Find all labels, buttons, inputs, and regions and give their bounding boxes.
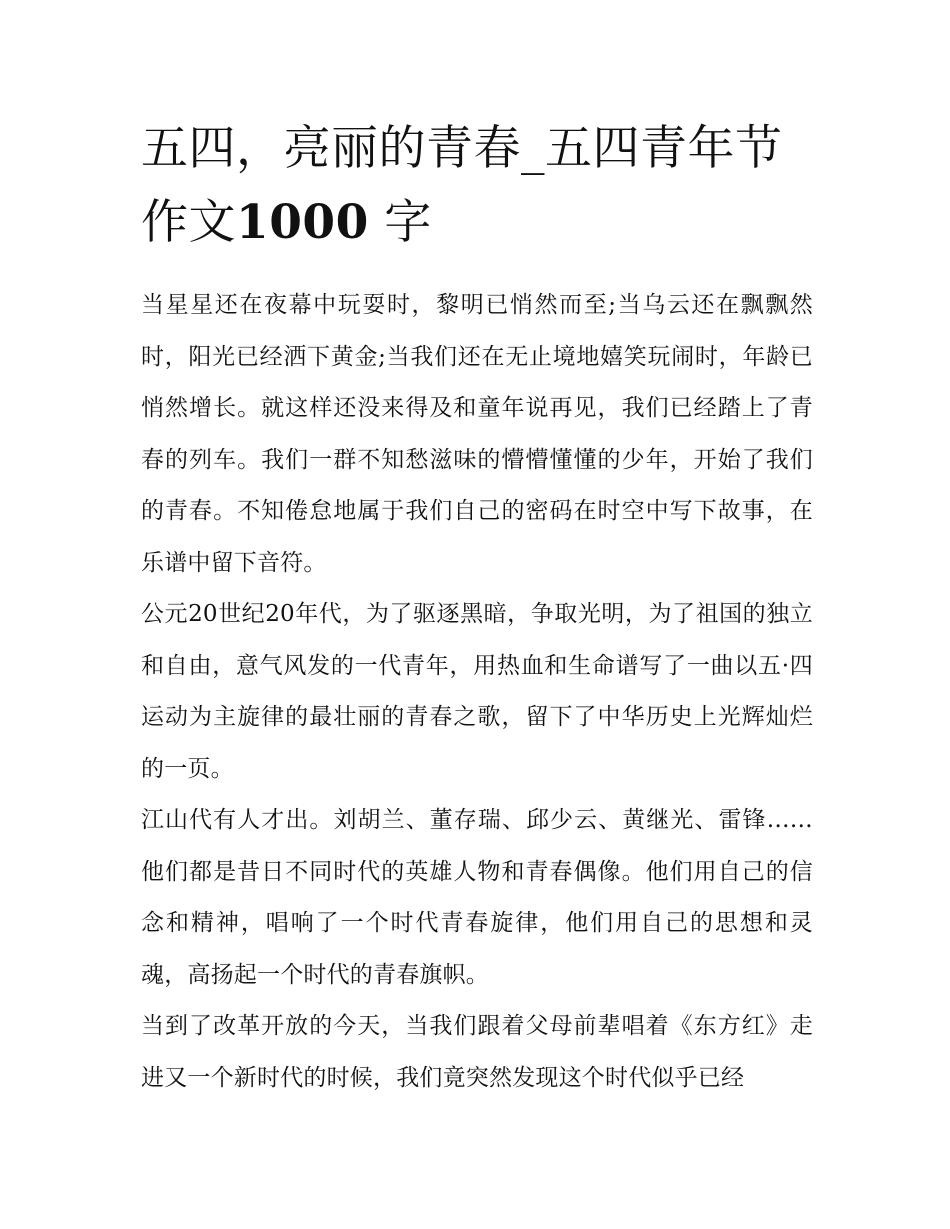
paragraph-3: 江山代有人才出。刘胡兰、董存瑞、邱少云、黄继光、雷锋……他们都是昔日不同时代的英雄人物和青春偶像。他们用自己的信念和精神，唱响了一个时代青春旋律，他们用自己的思想和灵魂，高扬起一个时代的青春旗帜。: [141, 807, 813, 988]
title-text: 五四，亮丽的青春_五四青年节作文: [141, 121, 783, 250]
title-suffix: 字: [368, 195, 432, 250]
paragraph-1: 当星星还在夜幕中玩耍时，黎明已悄然而至;当乌云还在飘飘然时，阳光已经洒下黄金;当我们还在无止境地嬉笑玩闹时，年龄已悄然增长。就这样还没来得及和童年说再见，我们已经踏上了青春的列车。我们一群不知愁滋味的懵懵懂懂的少年，开始了我们的青春。不知倦怠地属于我们自己的密码在时空中写下故事，在乐谱中留下音符。: [141, 292, 813, 576]
document-page: [141, 112, 813, 1104]
paragraph-4: 当到了改革开放的今天，当我们跟着父母前辈唱着《东方红》走进又一个新时代的时候，我们竟突然发现这个时代似乎已经: [141, 1013, 813, 1091]
document-title: [141, 112, 813, 260]
document-body: [141, 280, 813, 1104]
paragraph-2: 公元20世纪20年代，为了驱逐黑暗，争取光明，为了祖国的独立和自由，意气风发的一代青年，用热血和生命谱写了一曲以五·四运动为主旋律的最壮丽的青春之歌，留下了中华历史上光辉灿烂的一页。: [141, 601, 813, 782]
title-word-count: 1000: [236, 195, 369, 250]
